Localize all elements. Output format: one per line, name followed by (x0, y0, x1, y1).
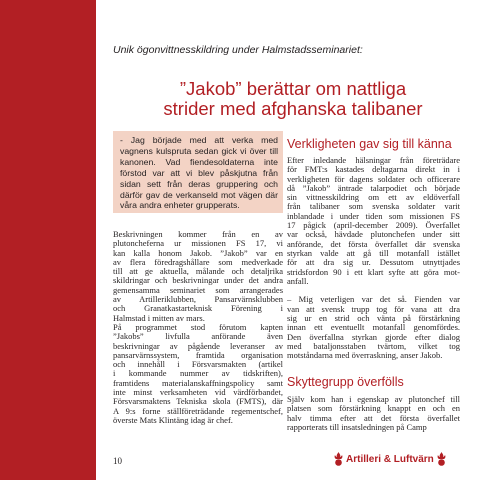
magazine-brand (333, 452, 447, 466)
text-line: platsen som förstärkning knappt en och en (287, 404, 460, 414)
section-heading-1: Verkligheten gav sig till känna (287, 137, 452, 151)
text-line: motståndarna med överraskning, anser Jakob. (287, 351, 443, 361)
text-line: sig ur en strid och vänta på förstärkning (287, 314, 460, 324)
text-line: kan kalla honom Jakob. ”Jakob” var en (113, 248, 283, 258)
text-line: styrkan valde att gå till motanfall istället (287, 248, 460, 258)
text-line: skildringar och beskrivningar under det andra (113, 276, 283, 286)
text-line: gemensamma seminariet som arrangerades (113, 285, 283, 295)
text-line: Själv kom han i egenskap av plutonchef till (287, 395, 460, 404)
headline (113, 79, 473, 119)
headline-line-1: ”Jakob” berättar om nattliga (179, 78, 407, 99)
text-line: plutoncheferna ur missionen FS 17, vi (113, 239, 283, 249)
text-line: och innehåll i Försvarsmakten (artikel (113, 360, 283, 370)
text-line: och Granatkastarteknisk Förening i (113, 304, 283, 314)
headline-line-2: strider med afghanska talibaner (163, 98, 423, 119)
text-line: inblandade i under tiden som missionen FS (287, 211, 460, 221)
text-line: halv timma efter att det första överfallet (287, 413, 460, 423)
text-line: Halmstad i mitten av mars. (113, 313, 205, 323)
text-line: sin vittnesskildring om ett av eldöverfall (287, 193, 460, 203)
left-column-body (113, 230, 283, 425)
text-line: var också, hävdade plutonchefen under sitt (287, 230, 460, 240)
text-line: rapporterats till insatsledningen på Camp (287, 422, 427, 432)
text-line: till att ge aktuella, målande och detaljrika (113, 267, 283, 277)
section-1-body (287, 156, 460, 361)
text-line: från talibaner som svenska soldater varit (287, 202, 460, 212)
text-line: för att dra sig ur. Dessutom utnyttjades (287, 258, 460, 268)
text-line: i kommande nummer av tidskriften), (113, 369, 283, 379)
text-line: Försvarsmaktens Tekniska skola (FMTS), där (113, 397, 283, 407)
pull-quote: - Jag började med att verka med vagnens kulspruta sedan gick vi över till kanonen. Vad fiendesoldaterna inte förstod var att vi blev påskjutna från sidan sett från deras gruppering och därför gav de verkanseld mot vägen där våra andra enheter grupperats. (113, 131, 283, 213)
text-line: Beskrivningen kommer från en av (113, 230, 283, 239)
section-2-body (287, 395, 460, 432)
text-line: innan ett eventuellt motanfall genomfördes. (287, 323, 460, 333)
text-line: På programmet stod förutom kapten (113, 322, 283, 332)
text-line: 17 pågick (april-december 2009). Överfallet (287, 221, 460, 231)
text-line: beskrivningar av pågående leveranser av (113, 341, 283, 351)
text-line: anförande, det första överfallet där svenska (287, 239, 460, 249)
text-line: med bataljonsstaben tvärtom, vilket tog (287, 341, 460, 351)
text-line: av flera föredragshållare som medverkade (113, 257, 283, 267)
text-line: verkligheten för dagens soldater och officerare (287, 174, 460, 184)
text-line: av Artilleriklubben, Pansarvärnsklubben (113, 295, 283, 305)
text-line: A 9:s forne ställföreträdande regementschef, (113, 406, 283, 416)
text-line: för FMT:s kastades deltagarna direkt in i (287, 165, 460, 175)
page-number: 10 (113, 456, 122, 466)
brand-name: Artilleri & Luftvärn (346, 453, 434, 465)
text-line: van att svensk trupp tog för vana att dra (287, 304, 460, 314)
text-line: Den överfallna styrkan gjorde efter dialog (287, 332, 460, 342)
flame-grenade-icon (333, 452, 344, 466)
text-line: ”Jakobs” livfulla anförande även (113, 332, 283, 342)
text-line: då ”Jakob” äntrade talarpodiet och började (287, 183, 460, 193)
text-line: – Mig veterligen var det så. Fienden var (287, 295, 460, 305)
text-line (287, 286, 460, 295)
kicker: Unik ögonvittnesskildring under Halmstadsseminariet: (113, 44, 363, 56)
text-line: framtidens materialanskaffningspolicy samt (113, 378, 283, 388)
flame-grenade-icon (436, 452, 447, 466)
text-line: inte minst verksamheten vid värdförbandet, (113, 388, 283, 398)
decorative-side-bar (0, 0, 96, 480)
text-line: stridsfordon 90 i ett klart syfte att göra mot- (287, 267, 460, 277)
text-line: anfall. (287, 276, 309, 286)
section-heading-2: Skyttegrupp överfölls (287, 375, 404, 389)
text-line: Efter inledande hälsningar från företrädare (287, 156, 460, 165)
text-line: pansarvärnssystem, framtida organisation (113, 350, 283, 360)
text-line: överste Mats Klintäng idag är chef. (113, 415, 233, 425)
